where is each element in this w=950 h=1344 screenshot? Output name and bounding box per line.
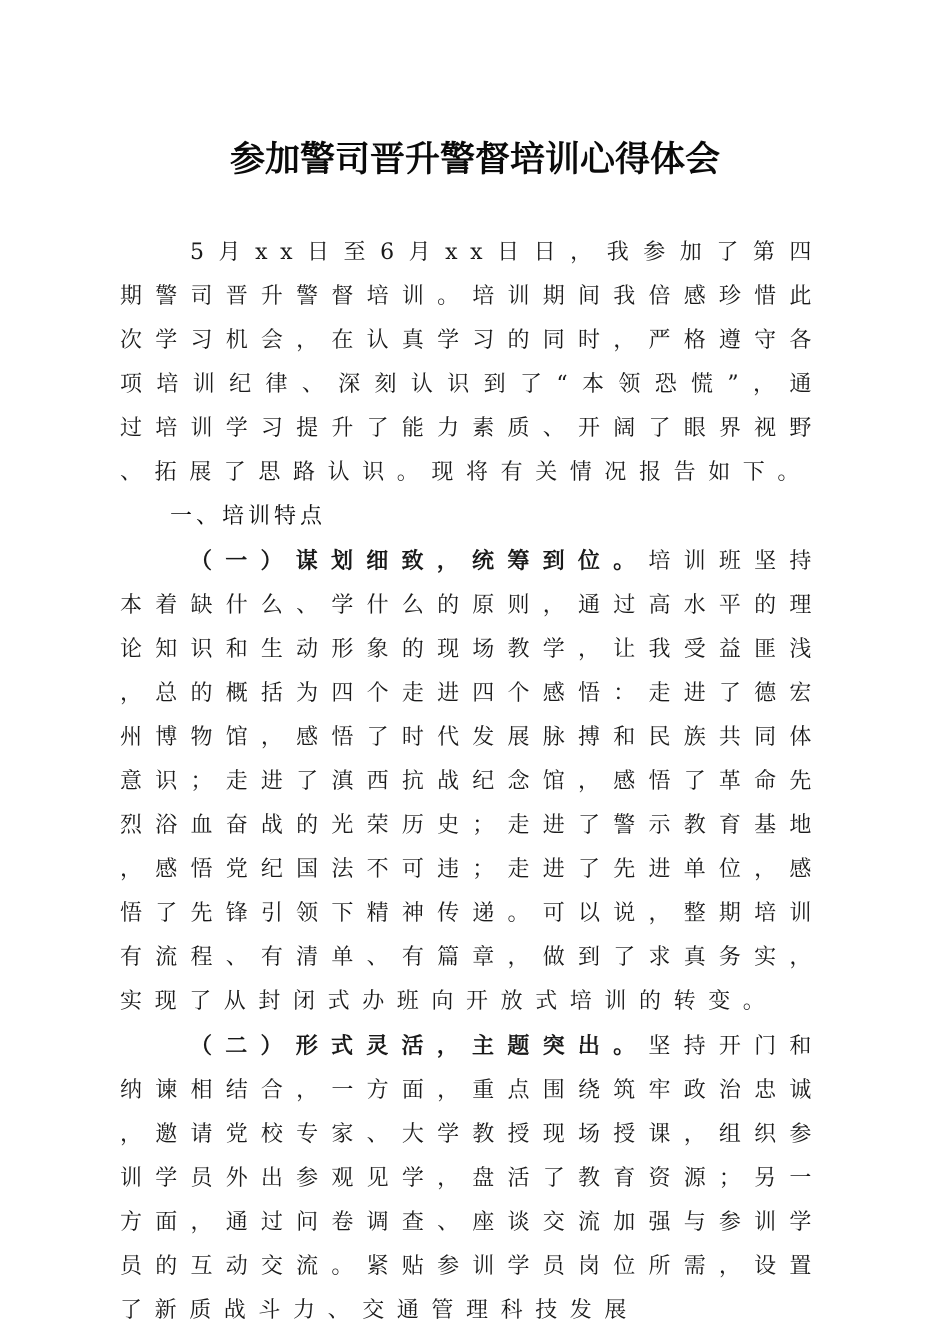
intro-paragraph-text: 5月xx日至6月xx日日，我参加了第四期警司晋升警督培训。培训期间我倍感珍惜此次学习机会，在认真学习的同时，严格遵守各项培训纪律、深刻认识到了“本领恐慌”，通过培训学习提升了能力素质、开阔了眼界视野、拓展了思路认识。现将有关情况报告如下。 — [120, 240, 824, 485]
document-body — [120, 231, 824, 1333]
paragraph-planning-lead: （一）谋划细致，统筹到位。 — [190, 548, 649, 574]
paragraph-planning-text: 培训班坚持本着缺什么、学什么的原则，通过高水平的理论知识和生动形象的现场教学，让我受益匪浅，总的概括为四个走进四个感悟：走进了德宏州博物馆，感悟了时代发展脉搏和民族共同体意识；走进了滇西抗战纪念馆，感悟了革命先烈浴血奋战的光荣历史；走进了警示教育基地，感悟党纪国法不可违；走进了先进单位，感悟了先锋引领下精神传递。可以说，整期培训有流程、有清单、有篇章，做到了求真务实，实现了从封闭式办班向开放式培训的转变。 — [120, 549, 824, 1014]
paragraph-planning — [120, 539, 824, 1024]
paragraph-format — [120, 1024, 824, 1333]
paragraph-format-text: 坚持开门和纳谏相结合，一方面，重点围绕筑牢政治忠诚，邀请党校专家、大学教授现场授课，组织参训学员外出参观见学，盘活了教育资源；另一方面，通过问卷调查、座谈交流加强与参训学员的互动交流。紧贴参训学员岗位所需，设置了新质战斗力、交通管理科技发展 — [120, 1034, 824, 1323]
document-title: 参加警司晋升警督培训心得体会 — [229, 139, 720, 180]
paragraph-format-lead: （二）形式灵活，主题突出。 — [190, 1033, 649, 1059]
section-heading-training-features: 一、培训特点 — [170, 504, 327, 529]
intro-paragraph — [120, 231, 824, 495]
